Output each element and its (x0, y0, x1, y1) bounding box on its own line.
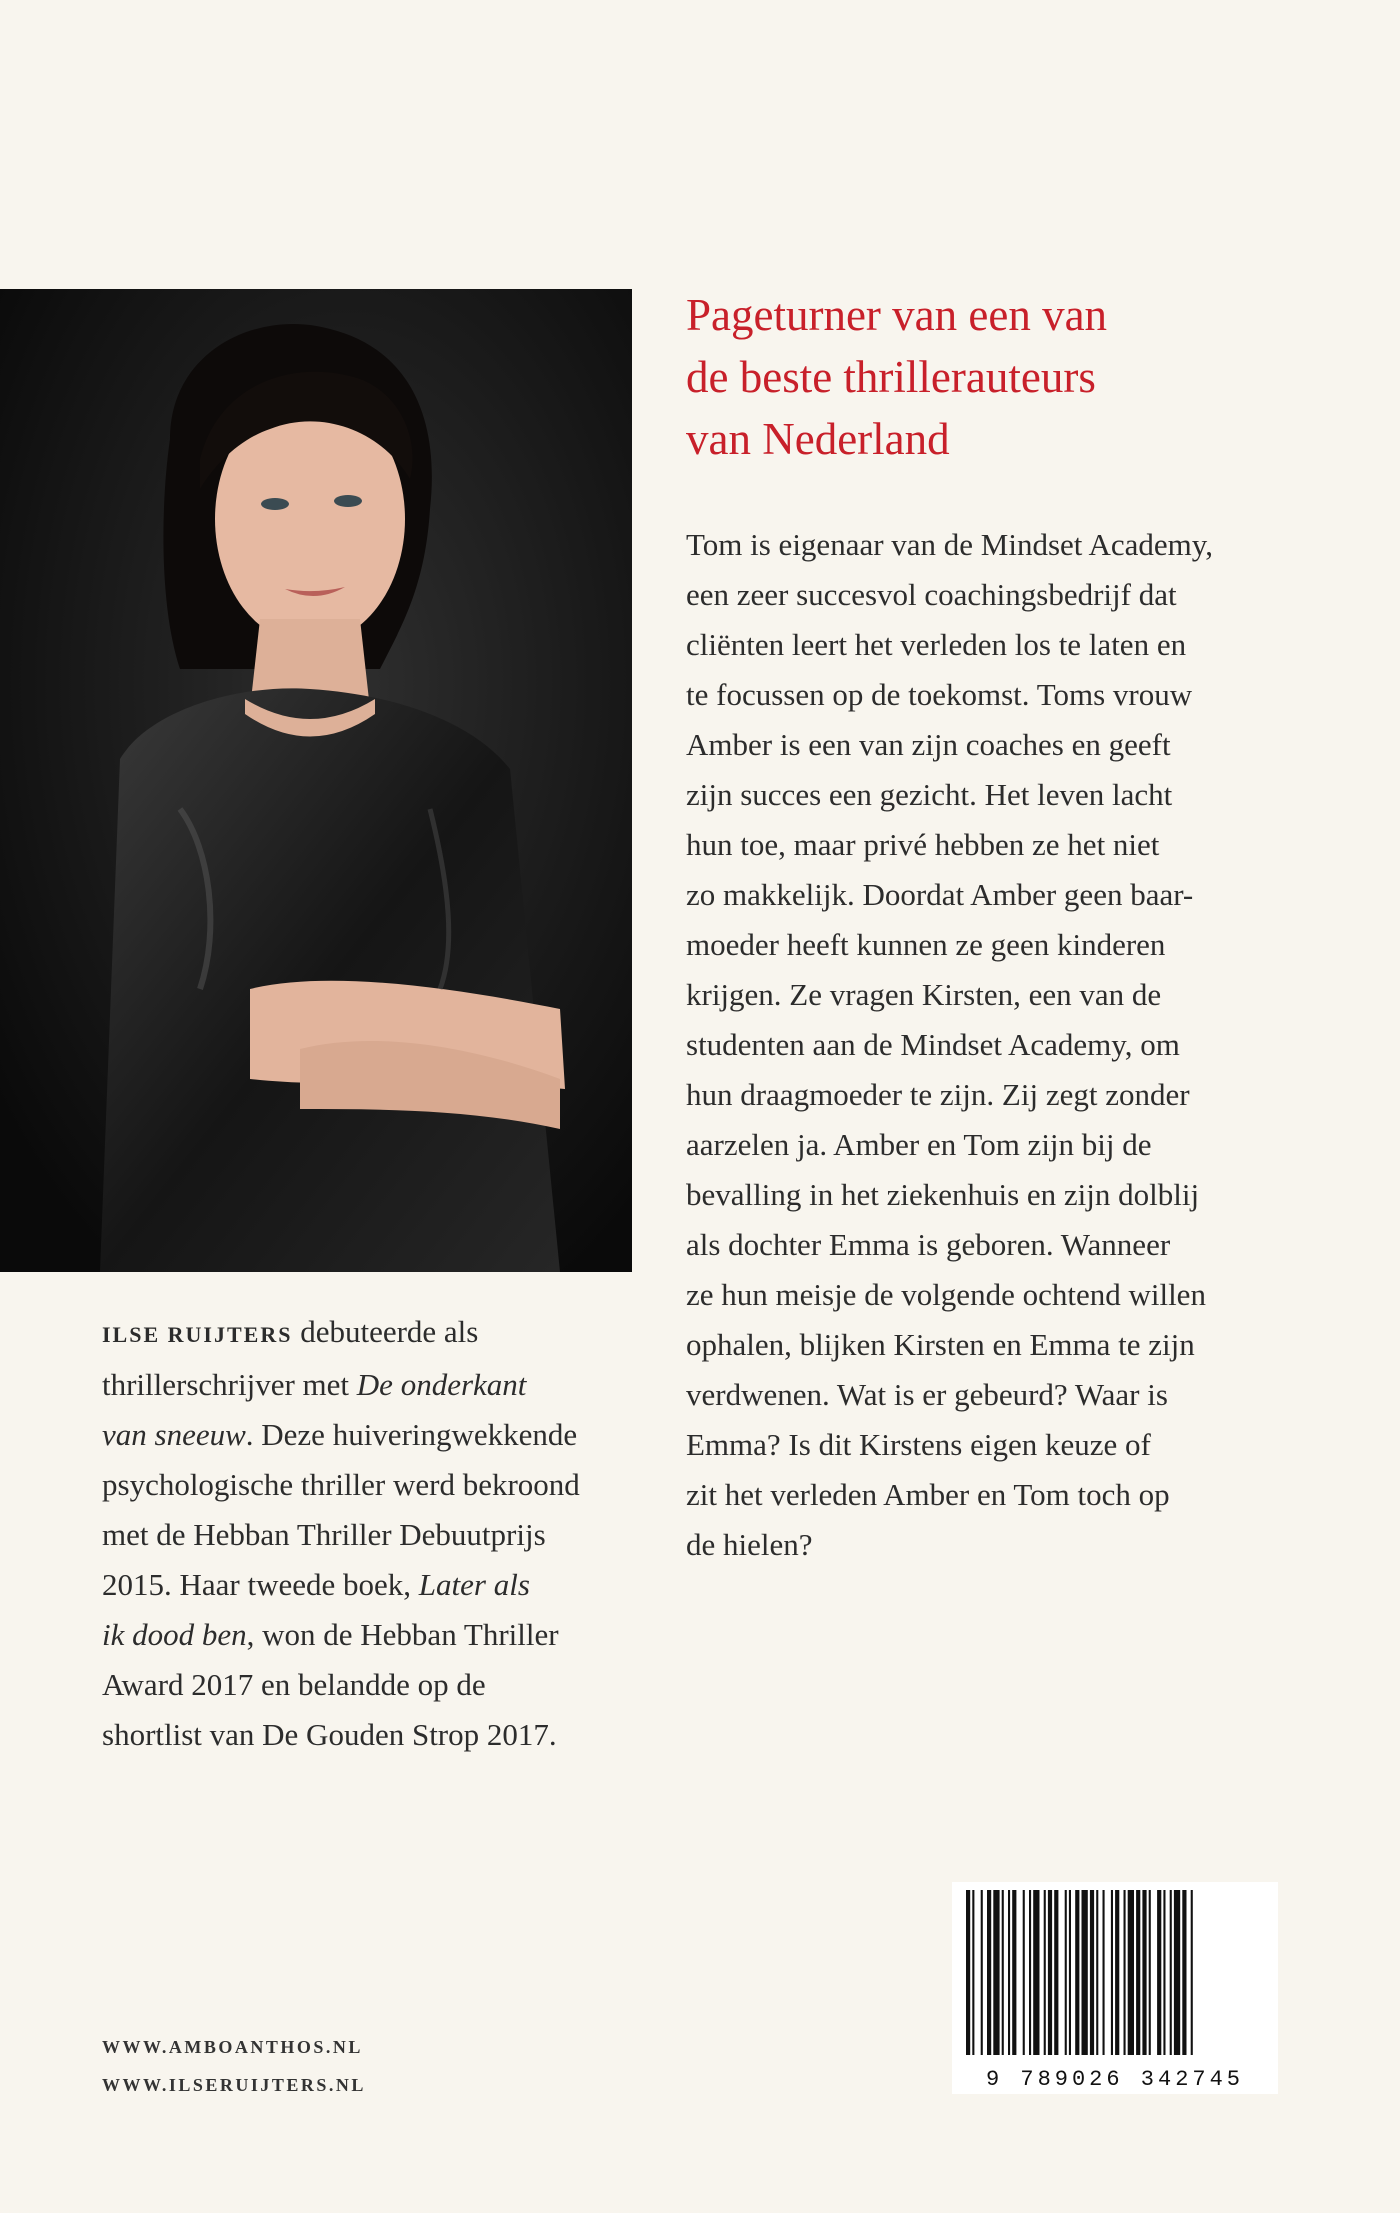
barcode-bar (1128, 1890, 1134, 2055)
blurb-line: Emma? Is dit Kirstens eigen keuze of (686, 1427, 1151, 1462)
bio-line (102, 1610, 642, 1660)
bio-text: thrillerschrijver met (102, 1367, 357, 1402)
bio-line (102, 1560, 642, 1610)
bio-text: , won de Hebban Thriller (246, 1617, 559, 1652)
bio-line: Award 2017 en belandde op de (102, 1667, 486, 1702)
barcode-bar (1029, 1890, 1031, 2055)
barcode-bar (1054, 1890, 1058, 2055)
barcode-bar (966, 1890, 970, 2055)
blurb-line: Amber is een van zijn coaches en geeft (686, 727, 1171, 762)
author-url: WWW.ILSERUIJTERS.NL (102, 2075, 366, 2095)
barcode-bar (1136, 1890, 1140, 2055)
barcode-bar (1163, 1890, 1165, 2055)
barcode-bar (1124, 1890, 1126, 2055)
bio-text: 2015. Haar tweede boek, (102, 1567, 419, 1602)
author-portrait-illustration (0, 289, 632, 1272)
barcode-bar (1075, 1890, 1079, 2055)
barcode-bar (981, 1890, 983, 2055)
headline-line: de beste thrillerauteurs (686, 352, 1096, 402)
blurb-line: de hielen? (686, 1527, 813, 1562)
blurb-line: zit het verleden Amber en Tom toch op (686, 1477, 1170, 1512)
author-photo (0, 289, 632, 1272)
barcode-bar (987, 1890, 991, 2055)
bio-line (102, 1410, 642, 1460)
blurb-line: hun toe, maar privé hebben ze het niet (686, 827, 1160, 862)
bio-line: psychologische thriller werd bekroond (102, 1467, 580, 1502)
barcode-bar (1065, 1890, 1067, 2055)
barcode-bar (1096, 1890, 1098, 2055)
barcode-bar (1044, 1890, 1046, 2055)
barcode-bar (1008, 1890, 1010, 2055)
blurb-line: ze hun meisje de volgende ochtend willen (686, 1277, 1206, 1312)
blurb-line: een zeer succesvol coachingsbedrijf dat (686, 577, 1177, 612)
blurb-line: te focussen op de toekomst. Toms vrouw (686, 677, 1193, 712)
bio-line (102, 1307, 642, 1360)
blurb-line: studenten aan de Mindset Academy, om (686, 1027, 1180, 1062)
author-bio (102, 1307, 642, 1760)
barcode-bar (1111, 1890, 1113, 2055)
blurb-line: ophalen, blijken Kirsten en Emma te zijn (686, 1327, 1195, 1362)
blurb-line: hun draagmoeder te zijn. Zij zegt zonder (686, 1077, 1190, 1112)
headline-line: van Nederland (686, 414, 950, 464)
book-blurb (686, 520, 1326, 1570)
barcode-bar (1012, 1890, 1016, 2055)
bio-line: met de Hebban Thriller Debuutprijs (102, 1517, 546, 1552)
barcode-bar (1023, 1890, 1025, 2055)
barcode-bar (1142, 1890, 1146, 2055)
blurb-line: als dochter Emma is geboren. Wanneer (686, 1227, 1171, 1262)
blurb-line: krijgen. Ze vragen Kirsten, een van de (686, 977, 1162, 1012)
barcode-bar (1002, 1890, 1004, 2055)
blurb-line: bevalling in het ziekenhuis en zijn dolblij (686, 1177, 1200, 1212)
barcode-bar (1182, 1890, 1186, 2055)
barcode-bar (1082, 1890, 1088, 2055)
blurb-line: zijn succes een gezicht. Het leven lacht (686, 777, 1173, 812)
book-title-second: Later als (418, 1567, 530, 1602)
blurb-line: Tom is eigenaar van de Mindset Academy, (686, 527, 1213, 562)
website-links (102, 2028, 366, 2104)
barcode-bar (1170, 1890, 1172, 2055)
barcode-bar (1115, 1890, 1119, 2055)
book-title-debut: De onderkant (356, 1367, 527, 1402)
publisher-url: WWW.AMBOANTHOS.NL (102, 2037, 363, 2057)
author-name: ILSE RUIJTERS (102, 1322, 293, 1347)
barcode-bar (993, 1890, 999, 2055)
barcode-bar (972, 1890, 974, 2055)
barcode-bar (1103, 1890, 1105, 2055)
blurb-line: cliënten leert het verleden los te laten en (686, 627, 1187, 662)
blurb-line: moeder heeft kunnen ze geen kinderen (686, 927, 1166, 962)
book-title-debut-cont: van sneeuw (102, 1417, 246, 1452)
barcode-bars (952, 1882, 1278, 2062)
barcode-bar (1033, 1890, 1039, 2055)
isbn-barcode (952, 1882, 1278, 2094)
isbn-number: 9 789026 342745 (985, 2067, 1245, 2092)
barcode-bar (1174, 1890, 1180, 2055)
barcode-bar (1090, 1890, 1094, 2055)
bio-line (102, 1360, 642, 1410)
barcode-bar (1149, 1890, 1151, 2055)
headline-line: Pageturner van een van (686, 290, 1108, 340)
barcode-bar (1157, 1890, 1161, 2055)
bio-text: . Deze huiveringwekkende (245, 1417, 578, 1452)
blurb-line: verdwenen. Wat is er gebeurd? Waar is (686, 1377, 1168, 1412)
barcode-bar (1191, 1890, 1193, 2055)
headline (686, 284, 1326, 470)
barcode-bar (1069, 1890, 1071, 2055)
blurb-line: aarzelen ja. Amber en Tom zijn bij de (686, 1127, 1152, 1162)
blurb-line: zo makkelijk. Doordat Amber geen baar- (686, 877, 1194, 912)
barcode-bar (1048, 1890, 1052, 2055)
book-title-second-cont: ik dood ben (102, 1617, 247, 1652)
bio-text: debuteerde als (292, 1314, 479, 1349)
bio-line: shortlist van De Gouden Strop 2017. (102, 1717, 557, 1752)
